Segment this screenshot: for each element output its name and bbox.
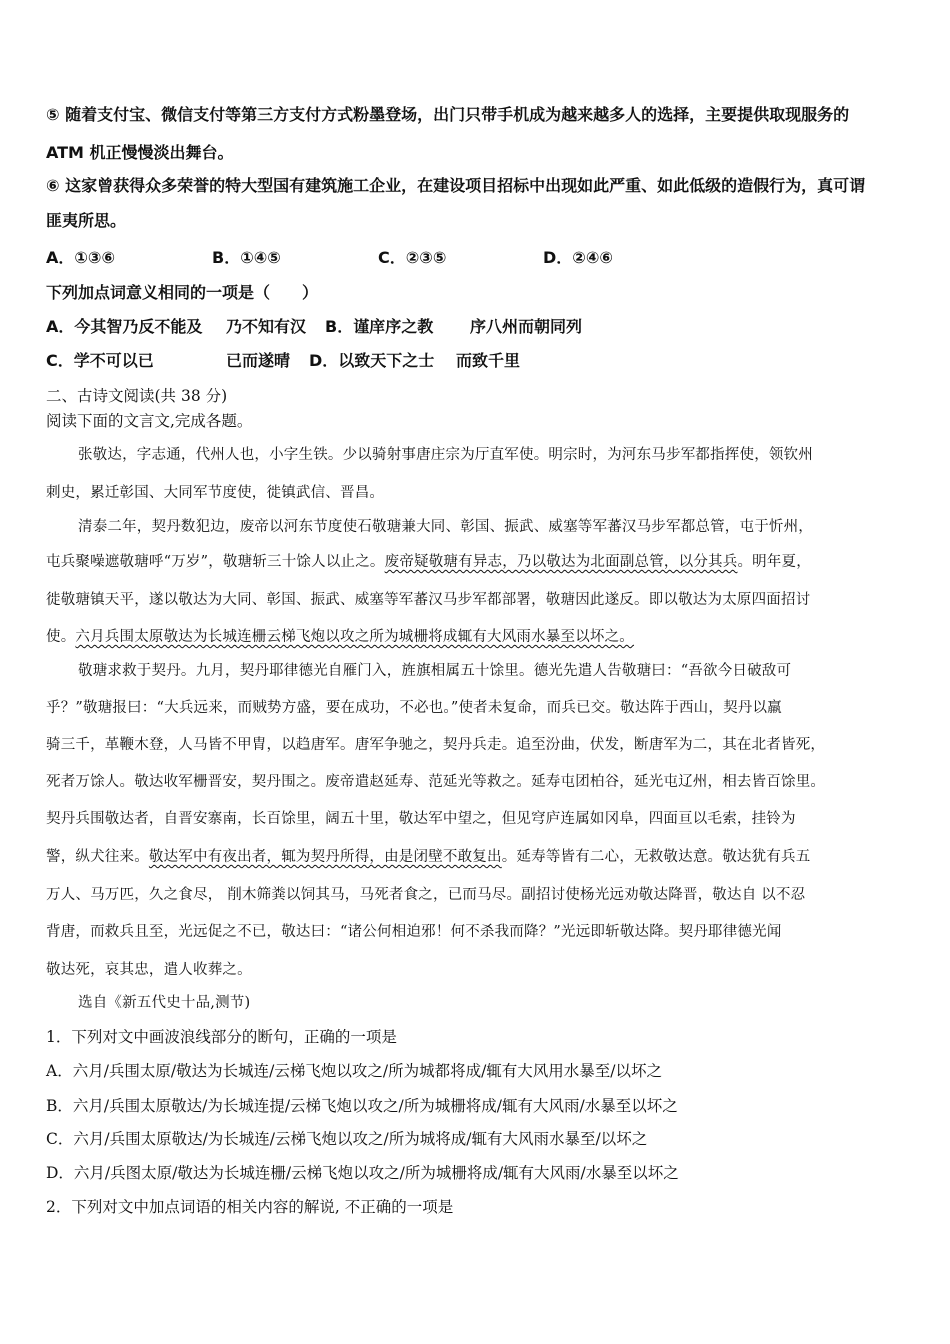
question-word-meaning: 下列加点词意义相同的一项是（ ） bbox=[46, 283, 319, 302]
q2-option-d-right: 而致千里 bbox=[456, 351, 521, 370]
q2-option-b-right: 序八州而朝同列 bbox=[470, 317, 583, 336]
question-1-option-a: A．六月/兵围太原/敬达为长城连/云梯飞炮以攻之/所为城都将成/辄有大风用水暴至/以坏之 bbox=[46, 1062, 663, 1080]
passage-line: 死者万馀人。敬达收军栅晋安，契丹围之。废帝遣赵延寿、范延光等救之。延寿屯团柏谷，延光屯辽州，相去皆百馀里。 bbox=[46, 774, 826, 790]
passage-line: 清泰二年，契丹数犯边，废帝以河东节度使石敬瑭兼大同、彰国、振武、威塞等军蕃汉马步军都总管，屯于忻州， bbox=[78, 519, 813, 535]
passage-line: 敬达死，哀其忠，遣人收葬之。 bbox=[46, 962, 252, 978]
q2-option-a-right: 乃不知有汉 bbox=[226, 317, 307, 336]
q2-option-b-left: B．谨庠序之教 bbox=[325, 317, 434, 336]
option-d: D．②④⑥ bbox=[543, 248, 613, 267]
q2-option-c-right: 已而遂晴 bbox=[226, 351, 291, 370]
passage-line: 使。六月兵围太原敬达为长城连栅云梯飞炮以攻之所为城栅将成辄有大风雨水暴至以坏之。 bbox=[46, 629, 635, 645]
q2-option-c-left: C．学不可以已 bbox=[46, 351, 154, 370]
question-1-option-d: D．六月/兵图太原/敬达为长城连栅/云梯飞炮以攻之/所为城栅将成/辄有大风雨/水暴至以坏之 bbox=[46, 1164, 679, 1182]
passage-line: 张敬达，字志通，代州人也，小字生铁。少以骑射事唐庄宗为厅直军使。明宗时，为河东马步军都指挥使，领钦州 bbox=[78, 447, 813, 463]
option-b: B．①④⑤ bbox=[212, 248, 281, 267]
option-c: C．②③⑤ bbox=[378, 248, 447, 267]
passage-line: 警，纵犬往来。敬达军中有夜出者，辄为契丹所得，由是闭壁不敢复出。延寿等皆有二心，无救敬达意。敬达犹有兵五 bbox=[46, 849, 811, 865]
passage-line: 万人、马万匹，久之食尽， 削木筛粪以饲其马，马死者食之，已而马尽。副招讨使杨光远劝敬达降晋，敬达自 以不忍 bbox=[46, 887, 806, 903]
passage-source: 选自《新五代史十品,测节) bbox=[78, 995, 251, 1011]
passage-line: 契丹兵围敬达者，自晋安寨南，长百馀里，阔五十里，敬达军中望之，但见穹庐连属如冈阜，四面亘以毛索，挂铃为 bbox=[46, 811, 796, 827]
question-1-option-b: B．六月/兵围太原敬达/为长城连提/云梯飞炮以攻之/所为城栅将成/辄有大风雨/水暴至以坏之 bbox=[46, 1097, 678, 1115]
passage-line: 敬瑭求救于契丹。九月，契丹耶律德光自雁门入，旌旗相属五十馀里。德光先遣人告敬瑭曰：“吾欲今日破敌可 bbox=[78, 663, 792, 679]
passage-line: 徙敬瑭镇天平，遂以敬达为大同、彰国、振武、威塞等军蕃汉马步军都部署，敬瑭因此遂反。即以敬达为太原四面招讨 bbox=[46, 592, 811, 608]
sentence-5-line-1: ⑤ 随着支付宝、微信支付等第三方支付方式粉墨登场，出门只带手机成为越来越多人的选择，主要提供取现服务的 bbox=[46, 105, 850, 124]
question-1-option-c: C．六月/兵围太原敬达/为长城连/云梯飞炮以攻之/所为城将成/辄有大风雨水暴至/以坏之 bbox=[46, 1130, 648, 1148]
passage-wavy-segment: 敬达军中有夜出者，辄为契丹所得，由是闭壁不敢复出 bbox=[148, 849, 502, 865]
passage-line: 屯兵聚噪遮敬瑭呼“万岁”，敬瑭斩三十馀人以止之。废帝疑敬瑭有异志，乃以敬达为北面副总管，以分其兵。明年夏， bbox=[46, 554, 811, 570]
section-heading: 二、古诗文阅读(共 38 分) bbox=[46, 387, 228, 405]
passage-wavy-segment: 废帝疑敬瑭有异志，乃以敬达为北面副总管，以分其兵 bbox=[384, 554, 738, 570]
sentence-6-line-1: ⑥ 这家曾获得众多荣誉的特大型国有建筑施工企业，在建设项目招标中出现如此严重、如此低级的造假行为，真可谓 bbox=[46, 176, 866, 195]
passage-line: 背唐，而救兵且至，光远促之不已，敬达曰：“诸公何相迫邪！何不杀我而降？”光远即斩敬达降。契丹耶律德光闻 bbox=[46, 924, 782, 940]
question-1-stem: 1．下列对文中画波浪线部分的断句，正确的一项是 bbox=[46, 1028, 397, 1046]
section-instruction: 阅读下面的文言文,完成各题。 bbox=[46, 412, 253, 430]
passage-line: 骑三千，革鞭木登，人马皆不甲胄，以趋唐军。唐军争驰之，契丹兵走。追至汾曲，伏发，断唐军为二，其在北者皆死， bbox=[46, 737, 826, 753]
passage-line: 刺史，累迁彰国、大同军节度使，徙镇武信、晋昌。 bbox=[46, 485, 385, 501]
question-2-stem: 2．下列对文中加点词语的相关内容的解说, 不正确的一项是 bbox=[46, 1198, 454, 1216]
sentence-6-line-2: 匪夷所思。 bbox=[46, 211, 127, 230]
sentence-5-line-2: ATM 机正慢慢淡出舞台。 bbox=[46, 143, 234, 162]
q2-option-d-left: D．以致天下之士 bbox=[309, 351, 435, 370]
option-a: A．①③⑥ bbox=[46, 248, 116, 267]
passage-line: 乎？”敬瑭报曰：“大兵远来，而贼势方盛，要在成功，不必也。”使者未复命，而兵已交。敬达阵于西山，契丹以羸 bbox=[46, 700, 782, 716]
passage-wavy-segment: 六月兵围太原敬达为长城连栅云梯飞炮以攻之所为城栅将成辄有大风雨水暴至以坏之。 bbox=[75, 629, 635, 645]
q2-option-a-left: A．今其智乃反不能及 bbox=[46, 317, 203, 336]
